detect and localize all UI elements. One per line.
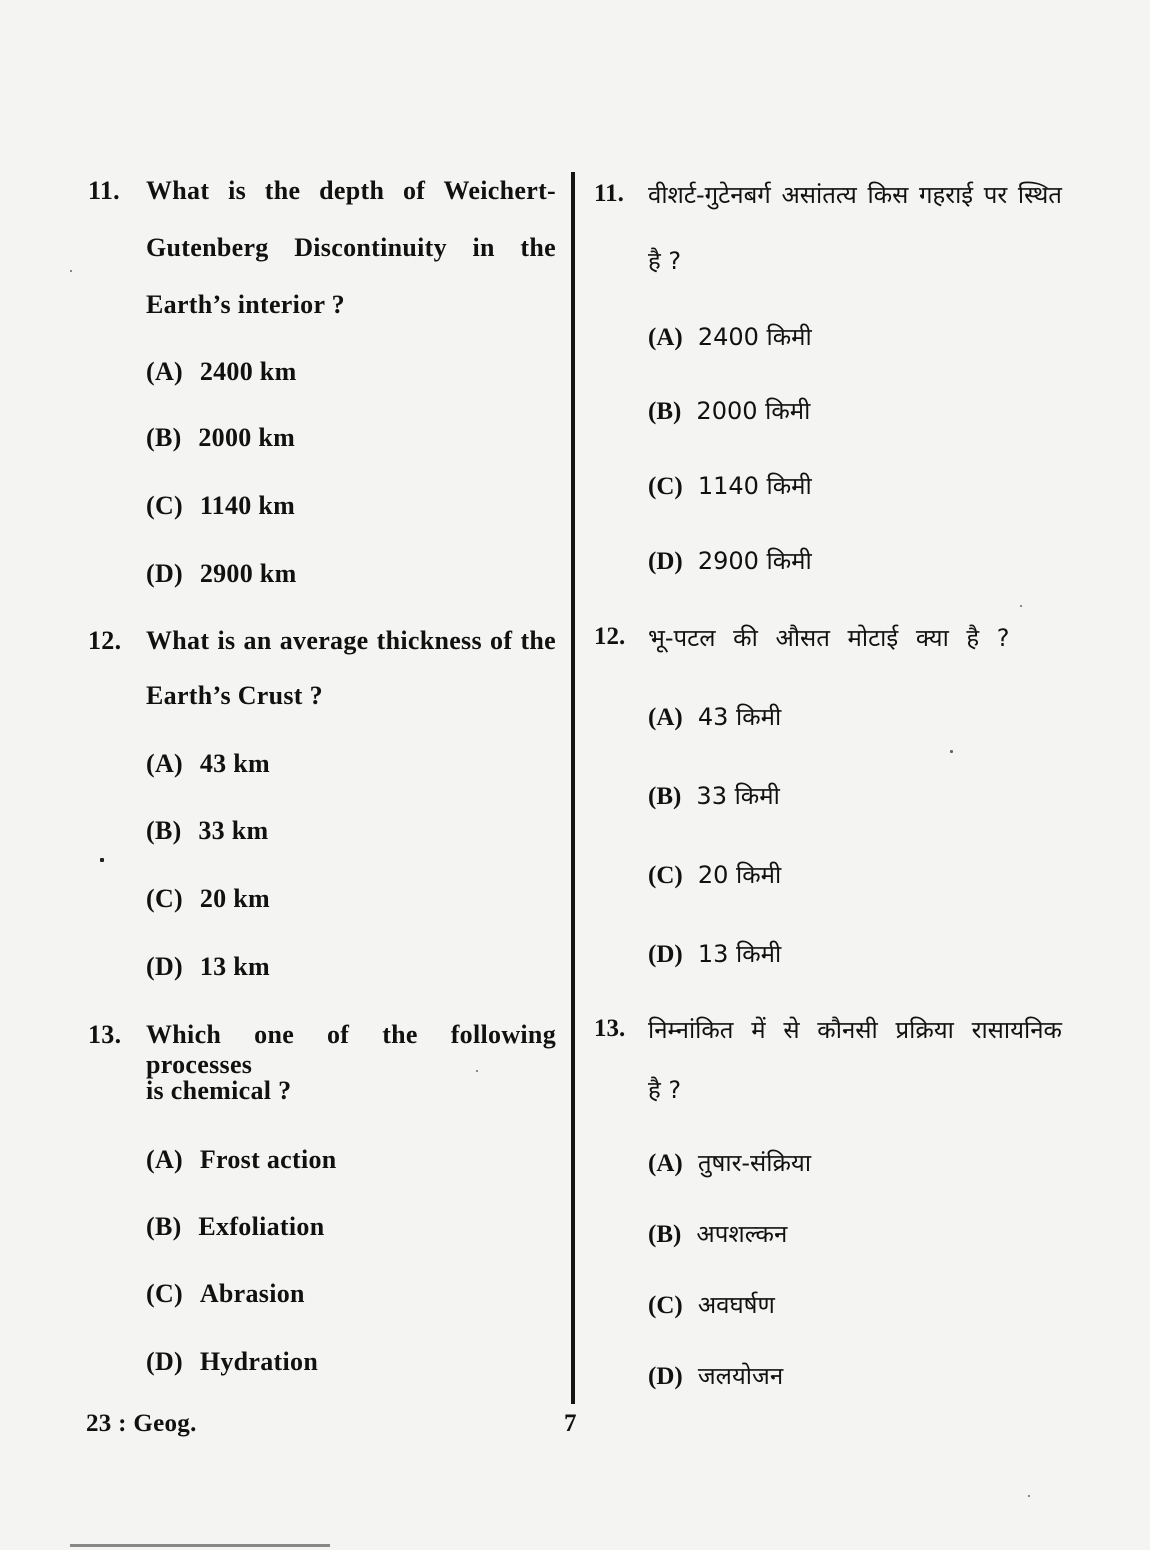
option-row bbox=[648, 320, 812, 353]
question-text-line: Earth’s interior ? bbox=[146, 290, 345, 319]
question-number: 11. bbox=[594, 180, 624, 207]
scan-speckle bbox=[100, 858, 104, 862]
question-text-line: है ? bbox=[648, 247, 682, 275]
option-label: (C) bbox=[146, 884, 183, 913]
option-label: (D) bbox=[648, 548, 683, 575]
option-row bbox=[648, 469, 812, 502]
option-text: जलयोजन bbox=[697, 1362, 784, 1390]
page-bottom-edge bbox=[70, 1544, 330, 1547]
option-label: (B) bbox=[146, 816, 182, 845]
option-label: (B) bbox=[648, 1221, 682, 1248]
option-label: (C) bbox=[648, 473, 683, 500]
option-label: (C) bbox=[648, 862, 683, 889]
option-row bbox=[146, 884, 270, 914]
option-label: (D) bbox=[648, 941, 683, 968]
question-number: 13. bbox=[88, 1020, 122, 1049]
subject-code: 23 : Geog. bbox=[86, 1410, 197, 1437]
question-number: 11. bbox=[88, 176, 120, 205]
option-row bbox=[648, 1288, 775, 1321]
option-row bbox=[146, 816, 269, 846]
option-label: (A) bbox=[146, 357, 183, 386]
page-number: 7 bbox=[564, 1410, 577, 1437]
option-text: Exfoliation bbox=[198, 1212, 325, 1241]
option-text: 2400 km bbox=[199, 357, 297, 386]
option-label: (B) bbox=[648, 398, 682, 425]
option-row bbox=[146, 952, 270, 982]
option-label: (C) bbox=[146, 1279, 183, 1308]
option-text: 2400 किमी bbox=[697, 323, 812, 351]
option-text: 20 किमी bbox=[697, 861, 782, 889]
option-text: 20 km bbox=[199, 884, 270, 913]
option-label: (A) bbox=[146, 1145, 183, 1174]
option-label: (D) bbox=[146, 559, 183, 588]
column-divider bbox=[571, 172, 575, 1404]
option-label: (C) bbox=[146, 491, 183, 520]
option-text: अपशल्कन bbox=[696, 1220, 788, 1248]
scan-speckle bbox=[476, 1070, 478, 1072]
option-row bbox=[648, 544, 812, 577]
option-text: 33 km bbox=[198, 816, 269, 845]
question-text-line: Which one of the following processes bbox=[146, 1020, 556, 1079]
option-text: 1140 किमी bbox=[697, 472, 812, 500]
question-text-line: What is an average thickness of the bbox=[146, 626, 556, 655]
option-text: 13 किमी bbox=[697, 940, 782, 968]
option-text: 43 km bbox=[199, 749, 270, 778]
scan-speckle bbox=[70, 270, 72, 272]
option-label: (B) bbox=[146, 423, 182, 452]
option-row bbox=[146, 559, 297, 589]
option-label: (A) bbox=[648, 704, 683, 731]
question-text-line: Gutenberg Discontinuity in the bbox=[146, 233, 556, 262]
option-label: (B) bbox=[648, 783, 682, 810]
option-row bbox=[648, 1146, 811, 1179]
question-text-line: भू-पटल की औसत मोटाई क्या है ? bbox=[648, 624, 1010, 652]
option-text: 2000 किमी bbox=[696, 397, 811, 425]
question-text-line: है ? bbox=[648, 1076, 682, 1104]
option-row bbox=[146, 1347, 318, 1377]
option-text: Frost action bbox=[199, 1145, 337, 1174]
option-label: (A) bbox=[648, 324, 683, 351]
scan-speckle bbox=[1028, 1495, 1030, 1497]
option-row bbox=[648, 394, 810, 427]
option-row bbox=[146, 423, 295, 453]
question-text-line: वीशर्ट-गुटेनबर्ग असांतत्य किस गहराई पर स्थित bbox=[648, 181, 1062, 209]
option-row bbox=[146, 491, 295, 521]
option-row bbox=[146, 1212, 324, 1242]
option-text: अवघर्षण bbox=[697, 1291, 775, 1319]
option-row bbox=[648, 858, 781, 891]
option-label: (D) bbox=[146, 952, 183, 981]
option-text: Abrasion bbox=[199, 1279, 305, 1308]
option-row bbox=[648, 700, 781, 733]
option-label: (A) bbox=[648, 1150, 683, 1177]
option-label: (D) bbox=[146, 1347, 183, 1376]
option-text: 33 किमी bbox=[696, 782, 780, 810]
question-number: 13. bbox=[594, 1015, 626, 1042]
option-row bbox=[648, 779, 780, 812]
question-number: 12. bbox=[594, 623, 626, 650]
option-text: 13 km bbox=[199, 952, 270, 981]
option-row bbox=[648, 937, 781, 970]
option-row bbox=[648, 1359, 783, 1392]
option-label: (C) bbox=[648, 1292, 683, 1319]
option-text: 1140 km bbox=[199, 491, 296, 520]
option-text: 2000 km bbox=[198, 423, 296, 452]
question-text-line: is chemical ? bbox=[146, 1076, 292, 1105]
scan-speckle bbox=[950, 750, 953, 753]
option-row bbox=[146, 1279, 305, 1309]
question-text-line: What is the depth of Weichert- bbox=[146, 176, 556, 205]
option-label: (B) bbox=[146, 1212, 182, 1241]
option-row bbox=[146, 749, 270, 779]
option-text: 2900 किमी bbox=[697, 547, 812, 575]
option-row bbox=[648, 1217, 787, 1250]
option-label: (D) bbox=[648, 1363, 683, 1390]
question-number: 12. bbox=[88, 626, 122, 655]
question-text-line: Earth’s Crust ? bbox=[146, 681, 323, 710]
option-text: तुषार-संक्रिया bbox=[697, 1149, 812, 1177]
option-text: 43 किमी bbox=[697, 703, 782, 731]
question-text-line: निम्नांकित में से कौनसी प्रक्रिया रासायनिक bbox=[648, 1016, 1062, 1044]
option-row bbox=[146, 1145, 337, 1175]
option-text: 2900 km bbox=[199, 559, 297, 588]
scan-speckle bbox=[1020, 605, 1022, 607]
option-row bbox=[146, 357, 297, 387]
option-text: Hydration bbox=[199, 1347, 319, 1376]
option-label: (A) bbox=[146, 749, 183, 778]
